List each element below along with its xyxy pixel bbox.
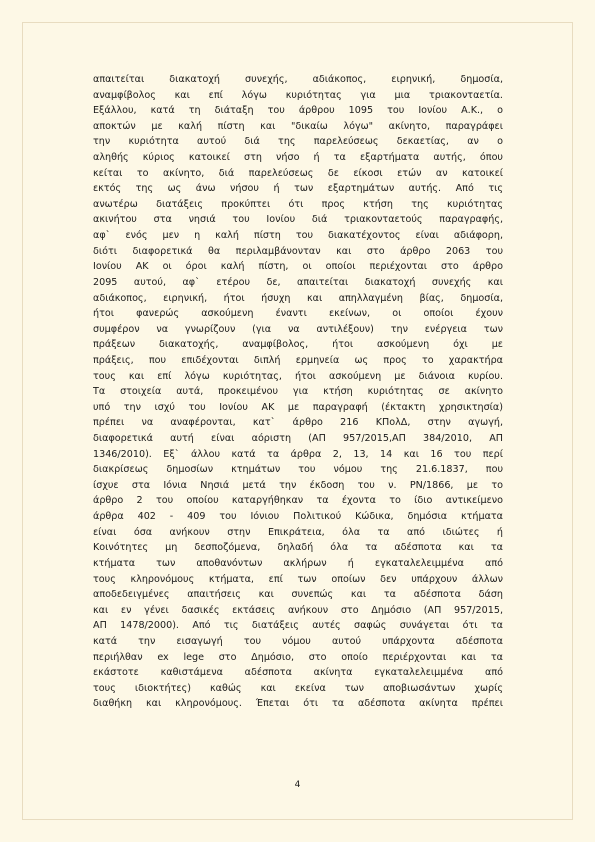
text-line: την κυριότητα αυτού διά της παρελεύσεως δεκαετίας, αν ο: [93, 136, 503, 148]
text-line: πράξεις, που επιδέχονται διπλή ερμηνεία ως προς το χαρακτήρα: [93, 354, 503, 366]
text-line: διαθήκη και κληρονόμους. Έπεται ότι τα αδέσποτα ακίνητα πρέπει: [93, 698, 503, 710]
text-line: και εν γένει δασικές εκτάσεις ανήκουν στο Δημόσιο (ΑΠ 957/2015,: [93, 604, 503, 616]
text-line: είναι όσα ανήκουν στην Επικράτεια, όλα τα από ιδιώτες ή: [93, 526, 503, 538]
text-line: Ιονίου ΑΚ οι όροι καλή πίστη, οι οποίοι περιέχονται στο άρθρο: [93, 261, 503, 273]
text-line: αναμφίβολος και επί λόγω κυριότητας για μια τριακονταετία.: [93, 89, 503, 101]
text-line: τους κληρονόμους κτήματα, επί των οποίων δεν υπάρχουν άλλων: [93, 573, 503, 585]
text-line: κείται το ακίνητο, διά παρελεύσεως δε είκοσι ετών αν κατοικεί: [93, 167, 503, 179]
text-line: ήτοι φανερώς ασκούμενη έναντι εκείνων, οι οποίοι έχουν: [93, 308, 503, 320]
text-line: κατά την εισαγωγή του νόμου αυτού υπάρχοντα αδέσποτα: [93, 635, 503, 647]
text-line: αποδεδειγμένες απαιτήσεις και συνεπώς και τα αδέσποτα δάση: [93, 589, 503, 601]
text-line: αφ` ενός μεν η καλή πίστη του διακατέχοντος είναι αδιάφορη,: [93, 230, 503, 242]
text-line: πρέπει να αναφέρονται, κατ` άρθρο 216 ΚΠολΔ, στην αγωγή,: [93, 417, 503, 429]
text-line: τους ιδιοκτήτες) καθώς και εκείνα των αποβιωσάντων χωρίς: [93, 682, 503, 694]
text-line: 2095 αυτού, αφ` ετέρου δε, απαιτείται διακατοχή συνεχής και: [93, 276, 503, 288]
text-line: συμφέρον να γνωρίζουν (για να αντιλέξουν) την ενέργεια των: [93, 323, 503, 335]
text-line: διαφορετικά αυτή είναι αόριστη (ΑΠ 957/2015,ΑΠ 384/2010, ΑΠ: [93, 433, 503, 445]
text-line: αδιάκοπος, ειρηνική, ήτοι ήσυχη και απηλλαγμένη βίας, δημοσία,: [93, 292, 503, 304]
text-line: εκτός της ως άνω νήσου ή των εξαρτημάτων αυτής. Από τις: [93, 183, 503, 195]
text-line: εκάστοτε καθιστάμενα αδέσποτα ακίνητα εγκαταλελειμμένα από: [93, 667, 503, 679]
text-line: περιήλθαν ex lege στο Δημόσιο, στο οποίο περιέρχονται και τα: [93, 651, 503, 663]
text-line: άρθρο 2 του οποίου καταργήθηκαν τα έχοντα το ίδιο αντικείμενο: [93, 495, 503, 507]
text-line: 1346/2010). Εξ` άλλου κατά τα άρθρα 2, 13, 14 και 16 του περί: [93, 448, 503, 460]
text-line: ανωτέρω διατάξεις προκύπτει ότι προς κτήση της κυριότητας: [93, 198, 503, 210]
text-line: Κοινότητες μη δεσποζόμενα, δηλαδή όλα τα αδέσποτα και τα: [93, 542, 503, 554]
text-line: ΑΠ 1478/2000). Από τις διατάξεις αυτές σαφώς συνάγεται ότι τα: [93, 620, 503, 632]
body-text: [93, 72, 503, 712]
page-number: 4: [294, 780, 301, 790]
text-line: άρθρα 402 - 409 του Ιόνιου Πολιτικού Κώδικα, δημόσια κτήματα: [93, 511, 503, 523]
text-line: ακινήτου στα νησιά του Ιονίου διά τριακονταετούς παραγραφής,: [93, 214, 503, 226]
text-line: διακρίσεως δημοσίων κτημάτων του νόμου της 21.6.1837, που: [93, 464, 503, 476]
text-line: υπό την ισχύ του Ιονίου ΑΚ με παραγραφή (έκτακτη χρησικτησία): [93, 401, 503, 413]
text-line: αποκτών με καλή πίστη και "δικαίω λόγω" ακίνητο, παραγράφει: [93, 120, 503, 132]
text-line: τους και επί λόγω κυριότητας, ήτοι ασκούμενη με διάνοια κυρίου.: [93, 370, 503, 382]
text-line: Εξάλλου, κατά τη διάταξη του άρθρου 1095 του Ιονίου Α.Κ., ο: [93, 105, 503, 117]
text-line: Τα στοιχεία αυτά, προκειμένου για κτήση κυριότητας σε ακίνητο: [93, 386, 503, 398]
text-line: πράξεων διακατοχής, αναμφίβολος, ήτοι ασκούμενη όχι με: [93, 339, 503, 351]
text-line: κτήματα των αποθανόντων ακλήρων ή εγκαταλελειμμένα από: [93, 557, 503, 569]
text-line: ίσχυε στα Ιόνια Νησιά μετά την έκδοση του ν. ΡΝ/1866, με το: [93, 479, 503, 491]
text-line: αληθής κύριος κατοικεί στη νήσο ή τα εξαρτήματα αυτής, όπου: [93, 152, 503, 164]
text-line: απαιτείται διακατοχή συνεχής, αδιάκοπος, ειρηνική, δημοσία,: [93, 74, 503, 85]
text-line: διότι διαφορετικά θα περιλαμβάνονταν και στο άρθρο 2063 του: [93, 245, 503, 257]
